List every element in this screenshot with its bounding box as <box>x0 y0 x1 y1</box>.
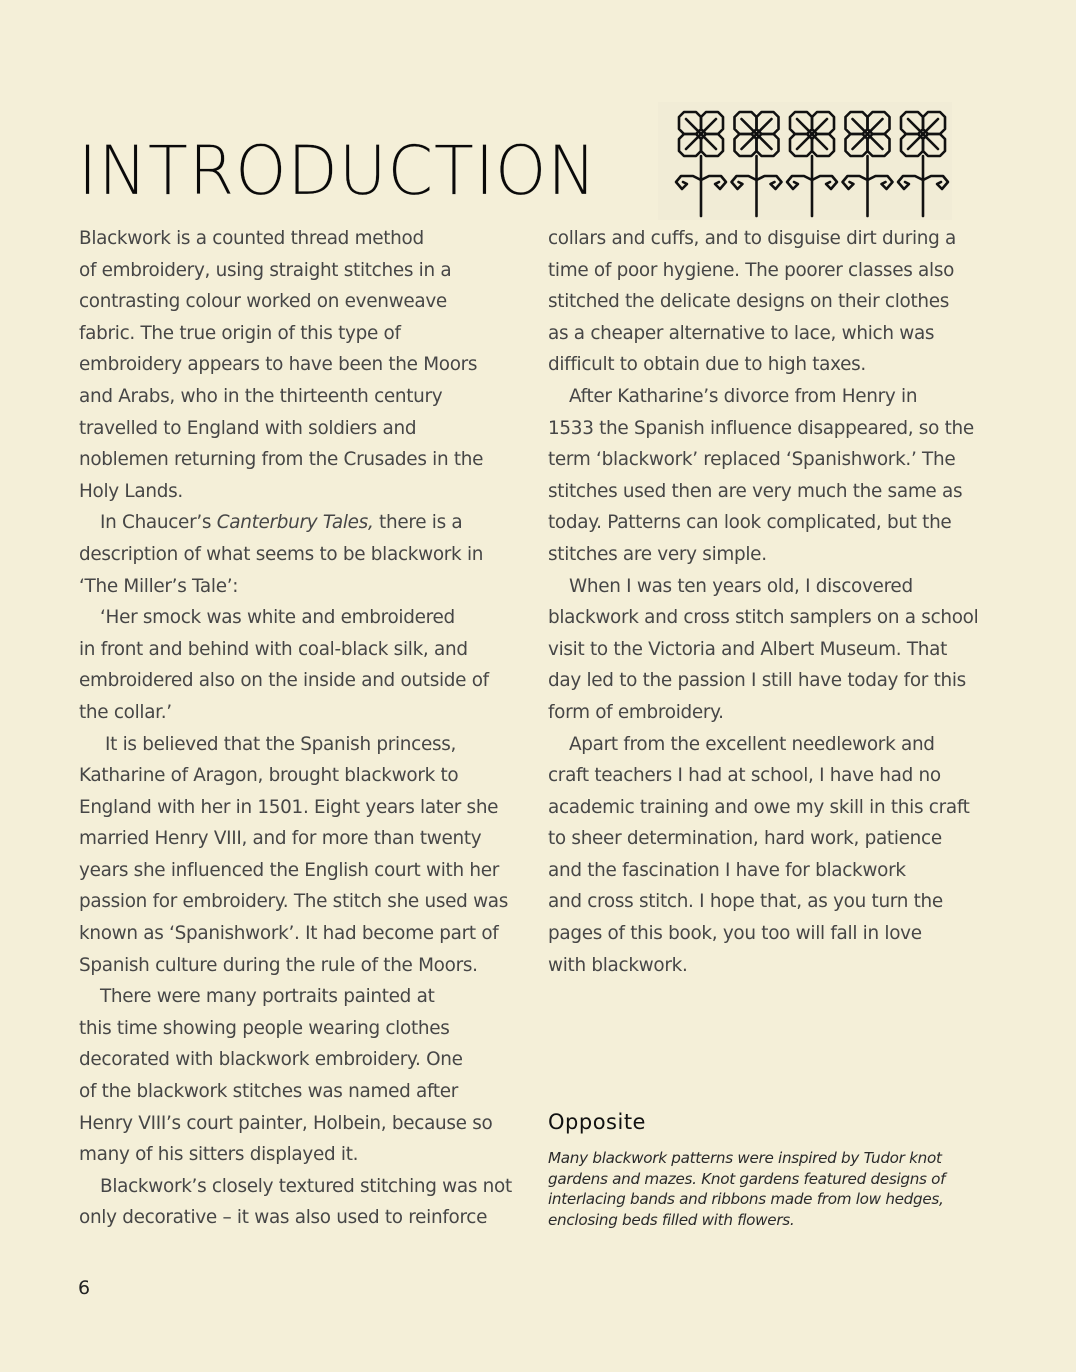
text-line: It is believed that the Spanish princess, <box>105 733 457 755</box>
text-line: There were many portraits painted at <box>100 986 435 1008</box>
flower-motif <box>843 112 893 216</box>
text-line: Blackwork’s closely textured stitching was not <box>100 1175 512 1197</box>
paragraph-portraits <box>79 981 529 1171</box>
text-line: in front and behind with coal-black silk, and <box>79 638 468 660</box>
text-line: difficult to obtain due to high taxes. <box>548 354 866 376</box>
text-line: England with her in 1501. Eight years later she <box>79 796 499 818</box>
text-line: collars and cuffs, and to disguise dirt during a <box>548 228 957 249</box>
book-title-canterbury-tales: Canterbury Tales, <box>216 512 374 534</box>
text-line: the collar.’ <box>79 701 172 723</box>
caption-line: enclosing beds filled with flowers. <box>548 1210 795 1229</box>
text-line: to sheer determination, hard work, patience <box>548 828 942 850</box>
text-line: pages of this book, you too will fall in love <box>548 923 922 945</box>
flower-motif <box>787 112 837 216</box>
text-line: form of embroidery. <box>548 701 724 723</box>
paragraph-apart <box>548 729 998 982</box>
text-line: time of poor hygiene. The poorer classes also <box>548 259 955 281</box>
text-line: After Katharine’s divorce from Henry in <box>569 385 918 407</box>
flower-motif <box>676 112 726 216</box>
text-line: academic training and owe my skill in this craft <box>548 796 970 818</box>
text-line: term ‘blackwork’ replaced ‘Spanishwork.’ The <box>548 449 956 471</box>
text-line: known as ‘Spanishwork’. It had become part of <box>79 923 499 945</box>
text-line: Holy Lands. <box>79 480 183 502</box>
text-line: of the blackwork stitches was named after <box>79 1081 459 1103</box>
text-line: Katharine of Aragon, brought blackwork to <box>79 765 459 787</box>
paragraph-chaucer <box>79 507 529 602</box>
text-line: 1533 the Spanish influence disappeared, so the <box>548 417 974 439</box>
text-line: Blackwork is a counted thread method <box>79 228 424 249</box>
left-column <box>79 223 529 1234</box>
text-line: Spanish culture during the rule of the Moors. <box>79 954 478 976</box>
text-line: day led to the passion I still have today for this <box>548 670 966 692</box>
text-line: many of his sitters displayed it. <box>79 1144 359 1166</box>
text-line: and Arabs, who in the thirteenth century <box>79 385 443 407</box>
text-line: contrasting colour worked on evenweave <box>79 291 447 313</box>
caption-line: Many blackwork patterns were inspired by Tudor knot <box>548 1149 942 1167</box>
text-line: visit to the Victoria and Albert Museum. That <box>548 638 948 660</box>
text-line <box>79 507 529 539</box>
text-line: passion for embroidery. The stitch she used was <box>79 891 509 913</box>
text-line: of embroidery, using straight stitches in a <box>79 259 452 281</box>
text-line: craft teachers I had at school, I have had no <box>548 765 941 787</box>
paragraph-origin <box>79 223 529 507</box>
text-line: stitched the delicate designs on their clothes <box>548 291 950 313</box>
text-line: embroidery appears to have been the Moors <box>79 354 478 376</box>
text-line: fabric. The true origin of this type of <box>79 322 401 344</box>
caption-line: gardens and mazes. Knot gardens featured designs of <box>548 1169 946 1188</box>
text-line: Apart from the excellent needlework and <box>569 733 935 755</box>
caption-text <box>548 1148 958 1230</box>
text-run: there is a <box>373 512 463 534</box>
text-line: Henry VIII’s court painter, Holbein, because so <box>79 1112 493 1134</box>
text-line: as a cheaper alternative to lace, which was <box>548 322 935 344</box>
text-line: only decorative – it was also used to reinforce <box>79 1207 488 1229</box>
text-line: married Henry VIII, and for more than twenty <box>79 828 482 850</box>
text-line: travelled to England with soldiers and <box>79 417 417 439</box>
text-line: years she influenced the English court with her <box>79 859 499 881</box>
text-run: In Chaucer’s <box>100 512 217 534</box>
paragraph-texture <box>79 1171 529 1234</box>
text-line: embroidered also on the inside and outside of <box>79 670 489 692</box>
paragraph-divorce <box>548 381 998 571</box>
paragraph-collars <box>548 223 998 381</box>
flower-motif <box>732 112 782 216</box>
right-column <box>548 223 998 981</box>
blackwork-flower-border-icon <box>658 102 952 220</box>
text-line: this time showing people wearing clothes <box>79 1017 450 1039</box>
caption-line: interlacing bands and ribbons made from low hedges, <box>548 1190 944 1209</box>
text-line: noblemen returning from the Crusades in the <box>79 449 484 471</box>
text-line: ‘Her smock was white and embroidered <box>100 607 455 629</box>
text-line: blackwork and cross stitch samplers on a school <box>548 607 979 629</box>
text-line: and the fascination I have for blackwork <box>548 859 906 881</box>
page-number: 6 <box>78 1277 91 1299</box>
paragraph-katharine <box>79 729 529 982</box>
text-line: with blackwork. <box>548 954 688 976</box>
text-line: today. Patterns can look complicated, but the <box>548 512 952 534</box>
text-line: stitches used then are very much the same as <box>548 480 963 502</box>
text-line: When I was ten years old, I discovered <box>569 575 913 597</box>
text-line: and cross stitch. I hope that, as you turn the <box>548 891 943 913</box>
caption-heading: Opposite <box>548 1110 646 1134</box>
text-line: description of what seems to be blackwork in <box>79 543 484 565</box>
text-line: decorated with blackwork embroidery. One <box>79 1049 463 1071</box>
flower-motif <box>898 112 948 216</box>
text-line: ‘The Miller’s Tale’: <box>79 575 239 597</box>
text-line: stitches are very simple. <box>548 543 767 565</box>
page-title: INTRODUCTION <box>78 131 598 211</box>
paragraph-quote <box>79 602 529 728</box>
paragraph-ten-years <box>548 571 998 729</box>
